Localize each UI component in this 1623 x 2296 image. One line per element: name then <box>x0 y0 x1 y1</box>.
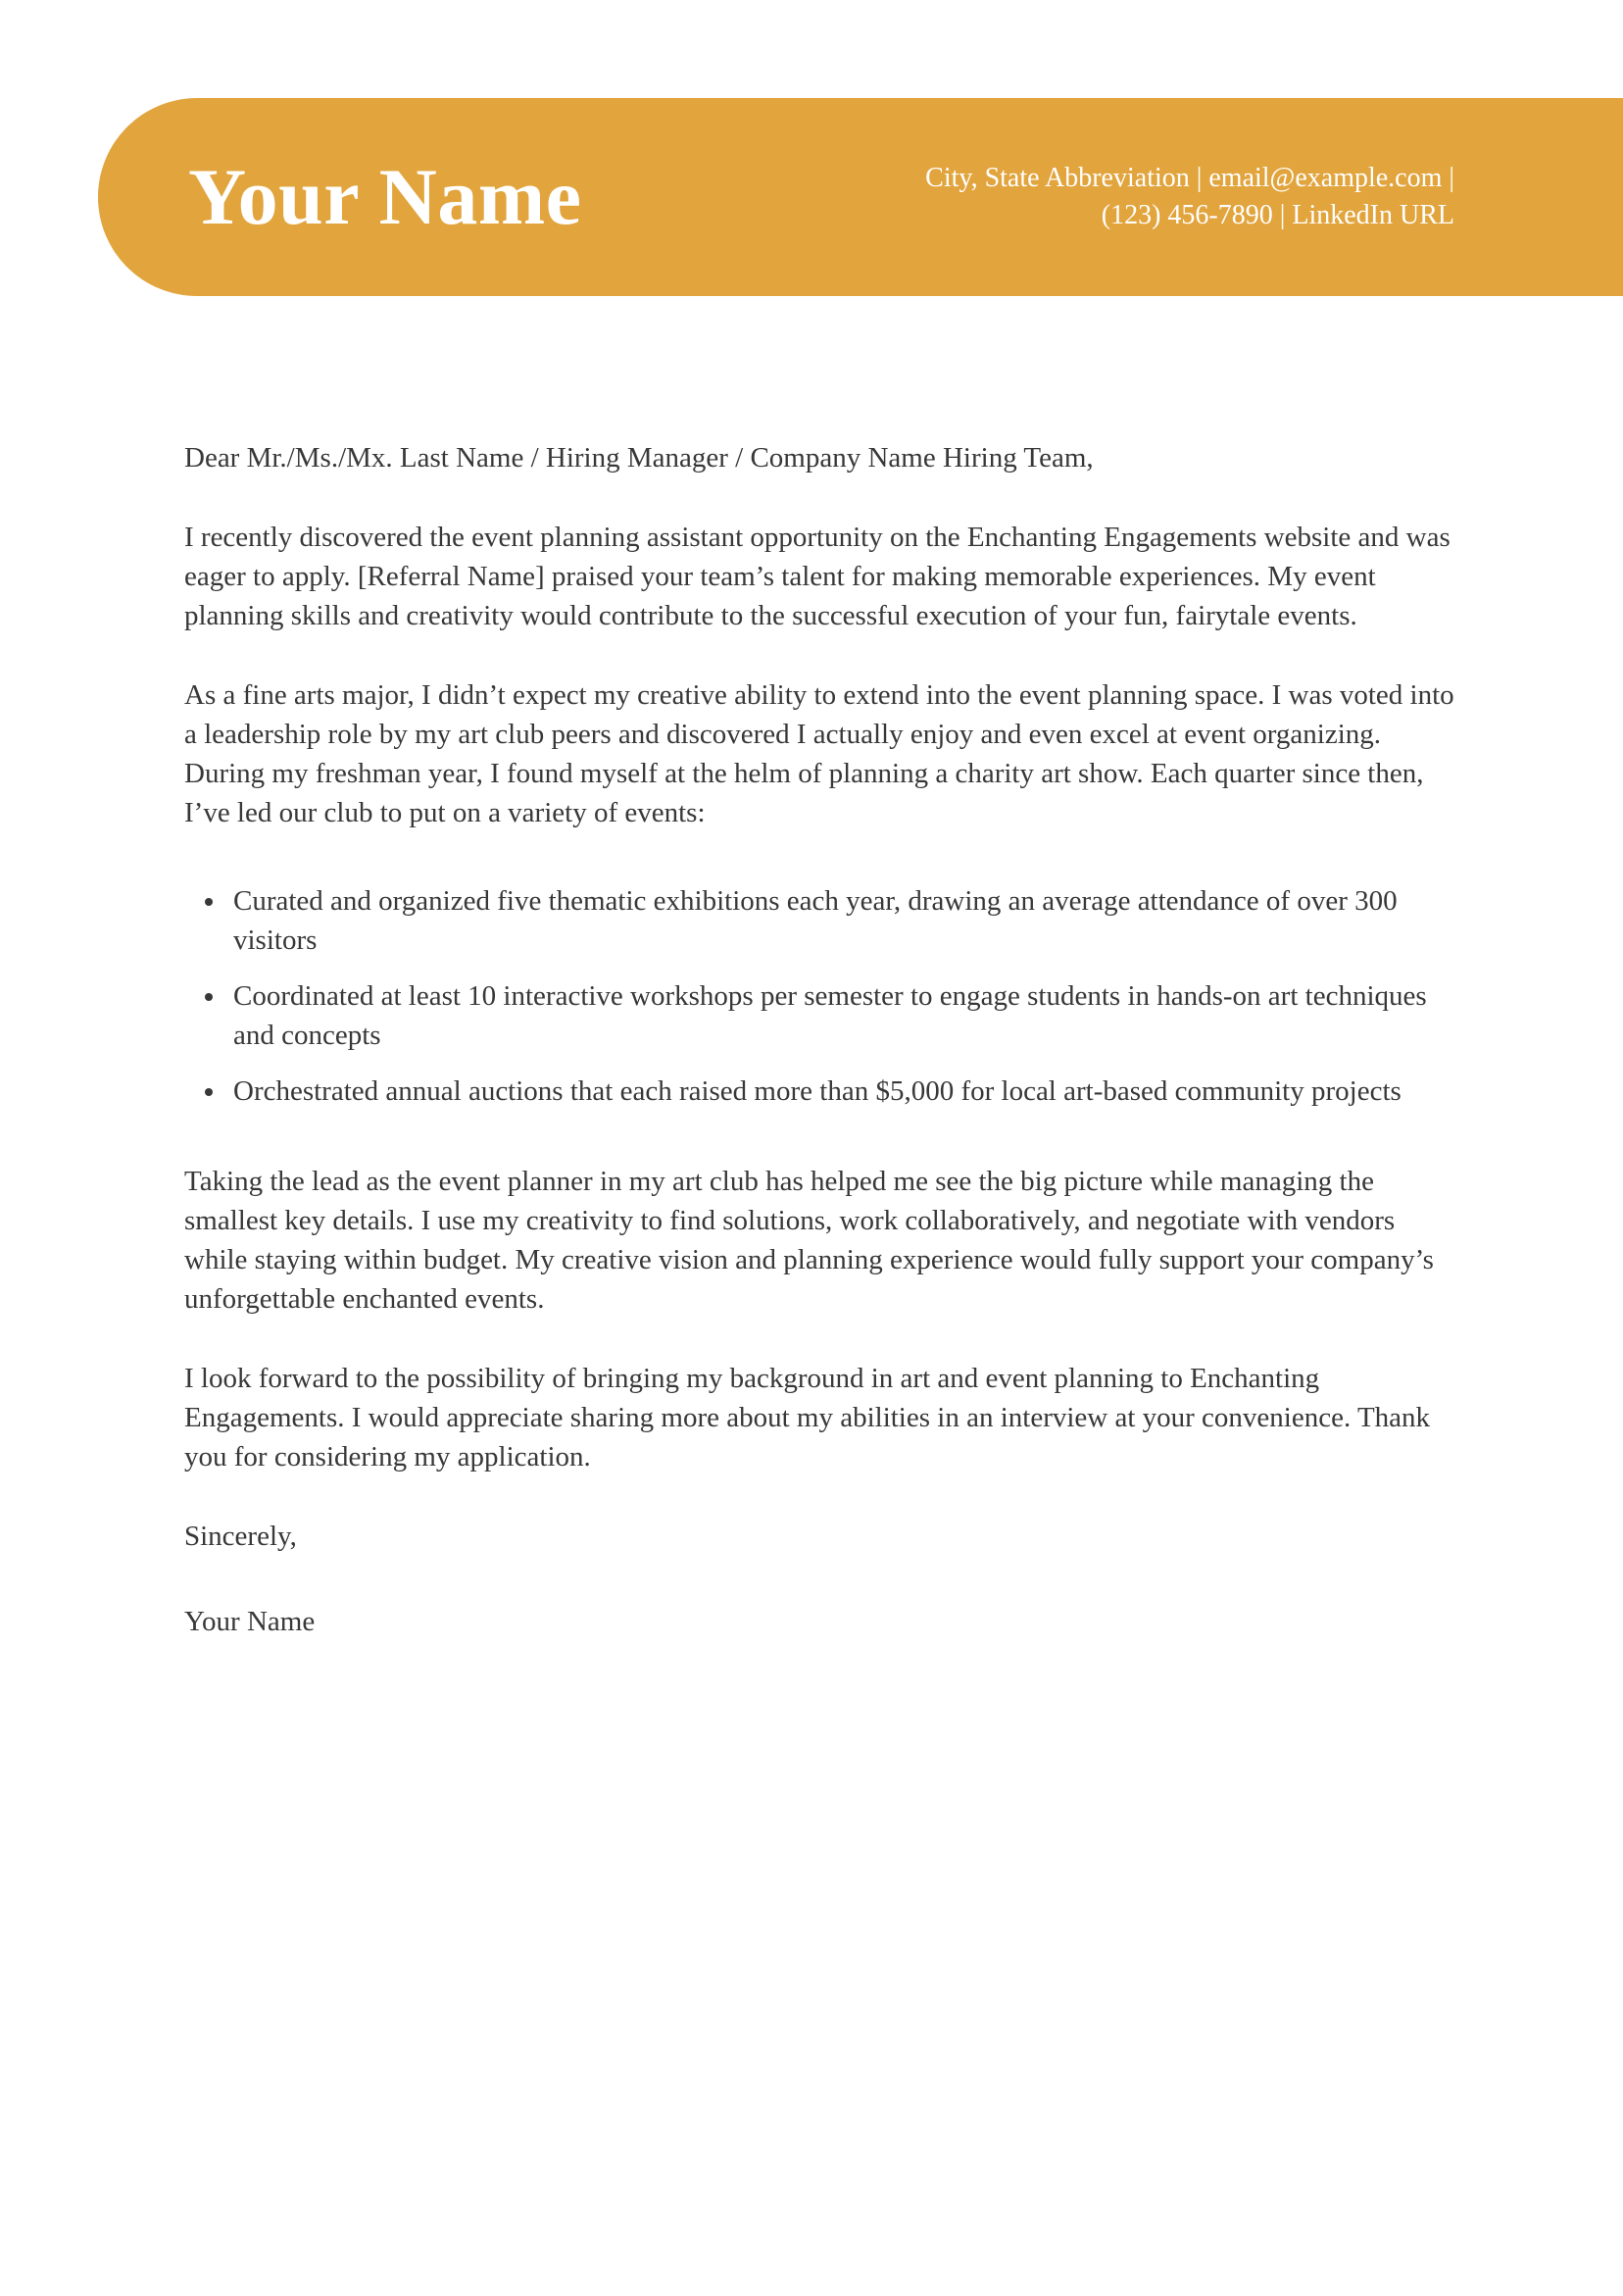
header-banner <box>98 98 1623 296</box>
contact-line-1: City, State Abbreviation | email@example.com | <box>925 163 1454 193</box>
salutation: Dear Mr./Ms./Mx. Last Name / Hiring Manager / Company Name Hiring Team, <box>184 442 1094 474</box>
achievement-list <box>184 881 1454 1111</box>
signature: Your Name <box>184 1606 316 1637</box>
signoff: Sincerely, <box>184 1521 297 1552</box>
paragraph-skills: Taking the lead as the event planner in my art club has helped me see the big picture while managing the smallest key details. I use my creativity to find solutions, work collaboratively, and negotiate with vendors while staying within budget. My creative vision and planning experience would fully support your company’s unforgettable enchanted events. <box>184 1166 1434 1315</box>
contact-line-2: (123) 456-7890 | LinkedIn URL <box>1101 200 1454 230</box>
letter-body <box>184 438 1454 1641</box>
achievement-item-3: • Orchestrated annual auctions that each raised more than $5,000 for local art-based community projects <box>227 1072 1454 1111</box>
achievement-item-1: • Curated and organized five thematic exhibitions each year, drawing an average attendance of over 300 visitors <box>227 881 1454 960</box>
paragraph-intro: I recently discovered the event planning assistant opportunity on the Enchanting Engagements website and was eager to apply. [Referral Name] praised your team’s talent for making memorable experiences. My event planning skills and creativity would contribute to the successful execution of your fun, fairytale events. <box>184 522 1451 631</box>
name-title: Your Name <box>188 152 582 241</box>
achievement-item-2: • Coordinated at least 10 interactive workshops per semester to engage students in hands-on art techniques and concepts <box>227 976 1454 1055</box>
contact-info <box>925 160 1454 234</box>
paragraph-closing: I look forward to the possibility of bringing my background in art and event planning to Enchanting Engagements. I would appreciate sharing more about my abilities in an interview at your convenience. Thank you for considering my application. <box>184 1363 1431 1472</box>
paragraph-background: As a fine arts major, I didn’t expect my creative ability to extend into the event planning space. I was voted into a leadership role by my art club peers and discovered I actually enjoy and even excel at event organizing. During my freshman year, I found myself at the helm of planning a charity art show. Each quarter since then, I’ve led our club to put on a variety of events: <box>184 679 1454 828</box>
